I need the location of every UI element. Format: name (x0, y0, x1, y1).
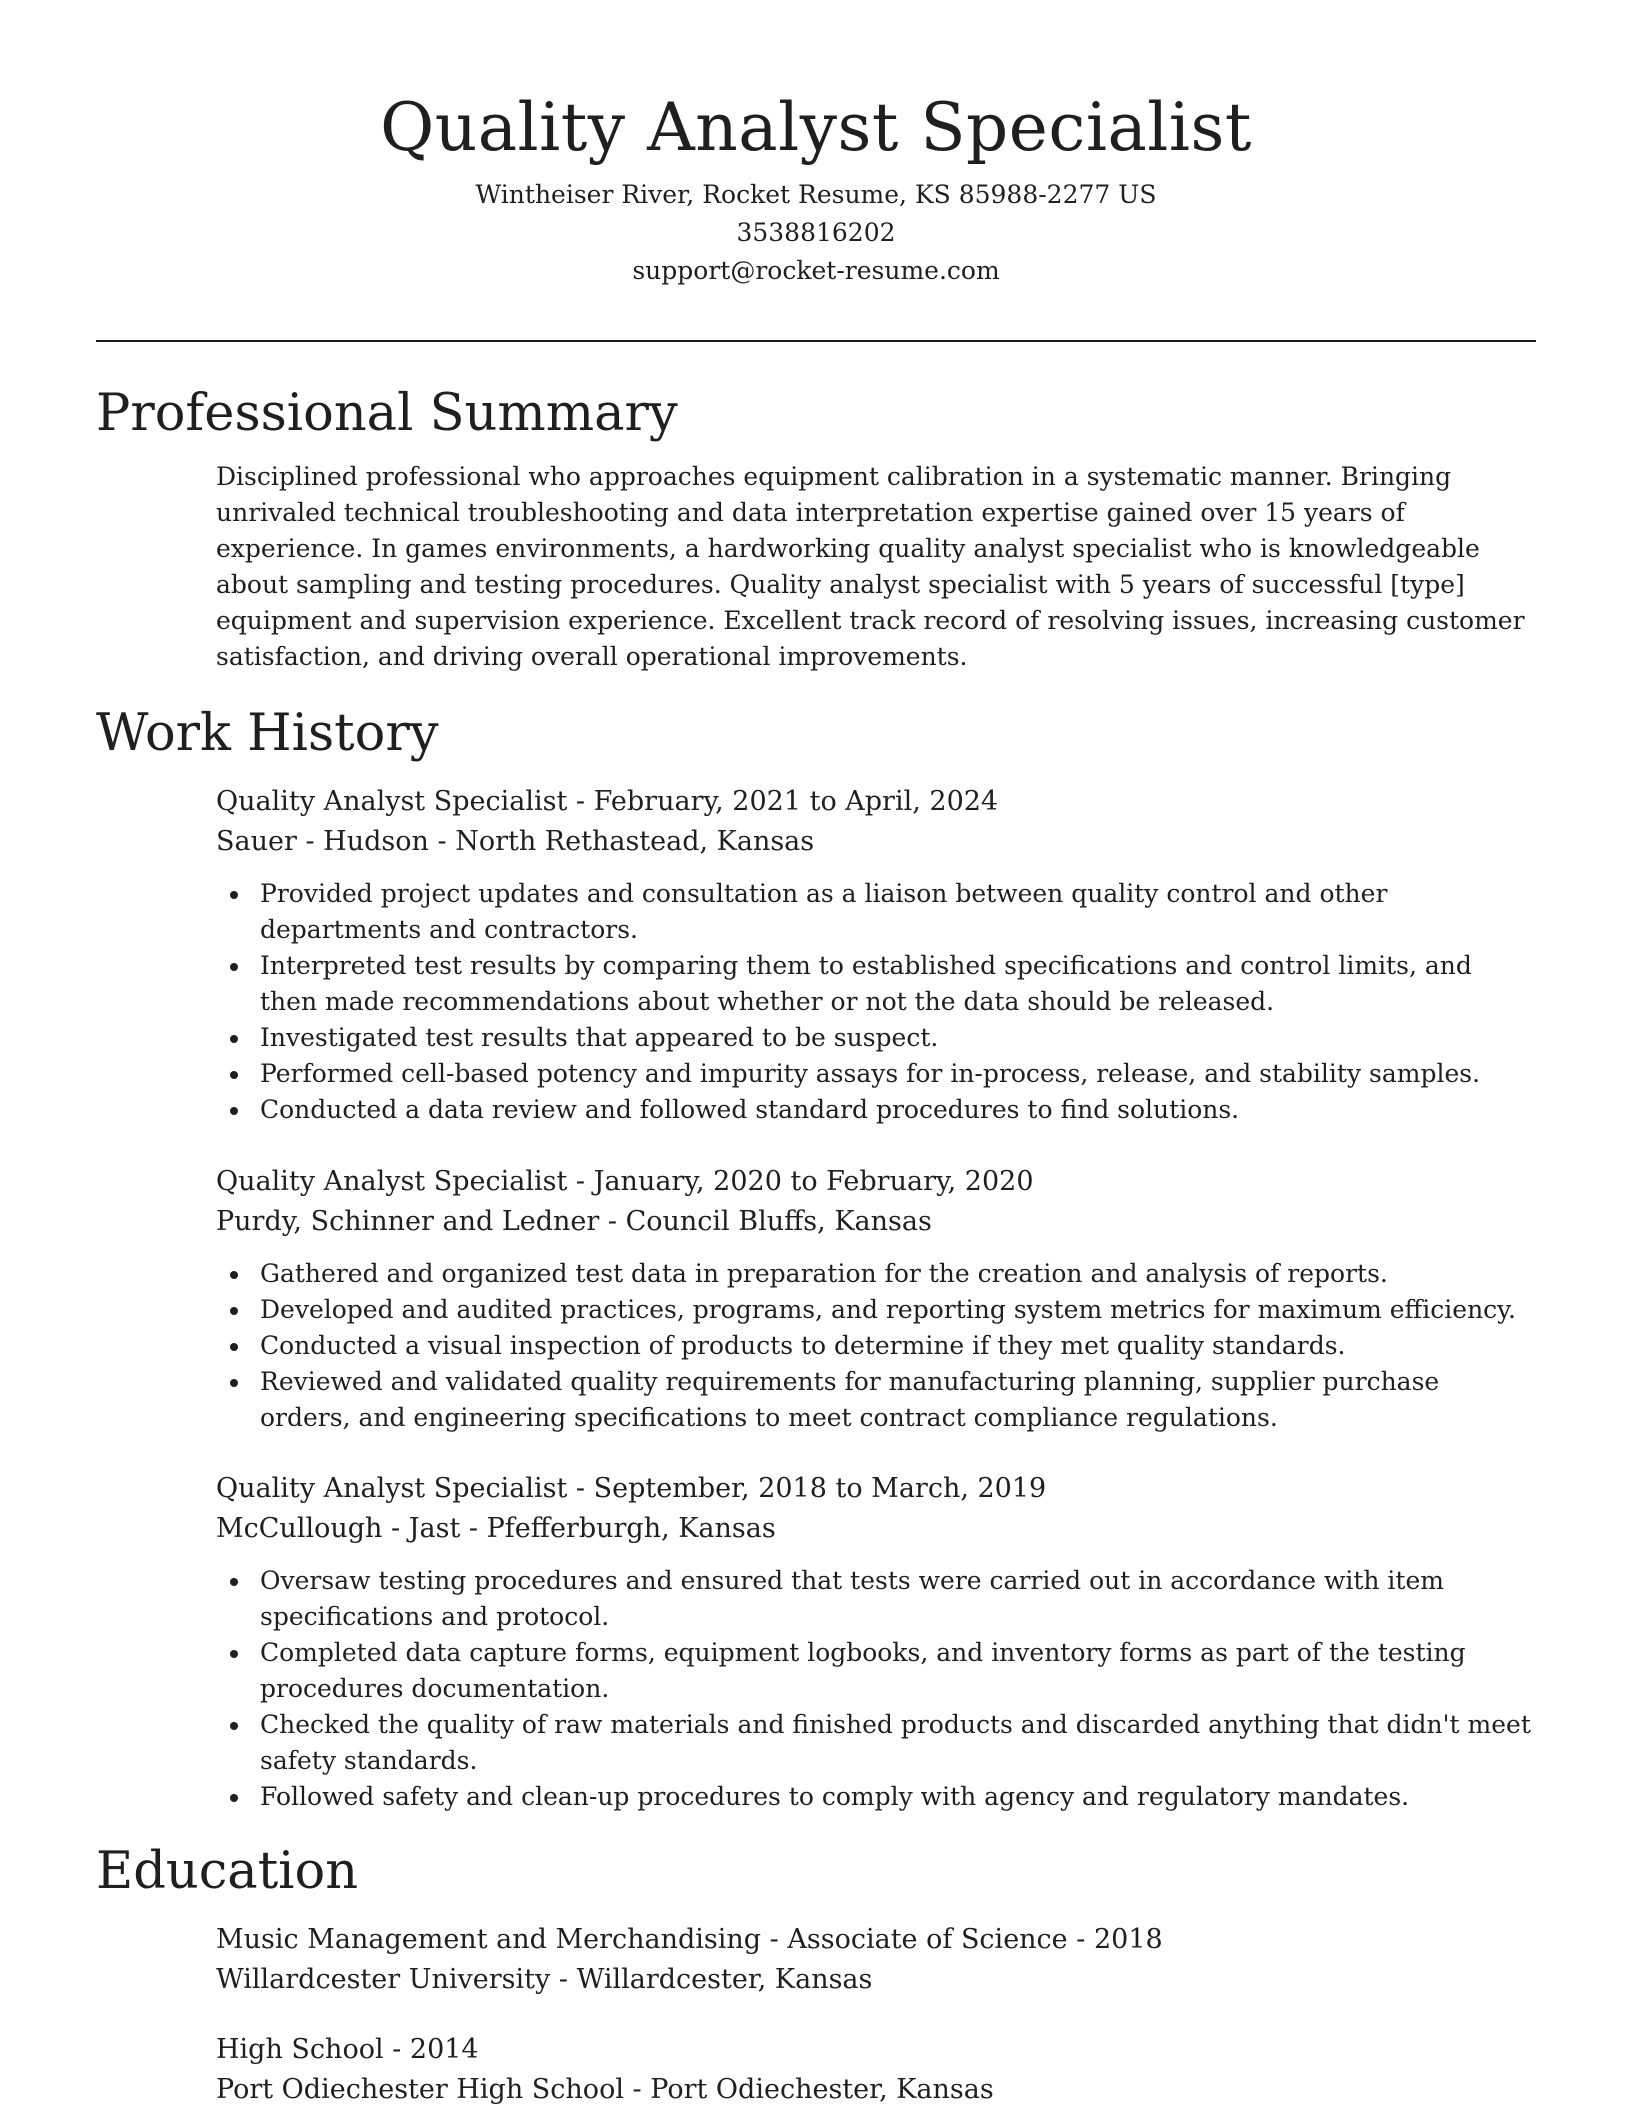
job-dates: February, 2021 to April, 2024 (593, 786, 999, 817)
job-entry (216, 782, 1536, 1128)
candidate-name: Quality Analyst Specialist (380, 89, 1252, 166)
job-bullets (216, 1563, 1536, 1815)
degree: Music Management and Merchandising - Associate of Science (216, 1924, 1068, 1955)
job-location: North Rethastead, Kansas (455, 826, 815, 857)
address: Wintheiser River, Rocket Resume, KS 85988-2277 US (475, 180, 1157, 209)
job-company-line: McCullough - Jast - Pfefferburgh, Kansas (216, 1513, 776, 1544)
job-title-line: Quality Analyst Specialist - February, 2021 to April, 2024 (216, 786, 999, 817)
job-title-line: Quality Analyst Specialist - January, 2020 to February, 2020 (216, 1166, 1034, 1197)
list-item: Followed safety and clean-up procedures to comply with agency and regulatory mandates. (216, 1779, 1536, 1815)
list-item: Conducted a visual inspection of products to determine if they met quality standards. (216, 1328, 1536, 1364)
job-dates: January, 2020 to February, 2020 (593, 1166, 1034, 1197)
list-item: Conducted a data review and followed standard procedures to find solutions. (216, 1092, 1536, 1128)
list-item: Investigated test results that appeared to be suspect. (216, 1020, 1536, 1056)
school-name: Willardcester University (216, 1964, 551, 1995)
job-company-line: Purdy, Schinner and Ledner - Council Bluffs, Kansas (216, 1206, 932, 1237)
job-title: Quality Analyst Specialist (216, 1473, 568, 1504)
resume-header (96, 80, 1536, 290)
school-location: Port Odiechester, Kansas (650, 2074, 994, 2105)
company-name: Sauer - Hudson (216, 826, 429, 857)
education-entry (216, 2030, 1536, 2110)
work-history-heading: Work History (96, 704, 439, 763)
list-item: Completed data capture forms, equipment logbooks, and inventory forms as part of the testing procedures documentation. (216, 1635, 1536, 1707)
school-location: Willardcester, Kansas (576, 1964, 873, 1995)
header-divider (96, 340, 1536, 342)
degree-line: High School - 2014 (216, 2034, 479, 2065)
degree: High School (216, 2034, 384, 2065)
job-bullets (216, 1256, 1536, 1436)
company-name: Purdy, Schinner and Ledner (216, 1206, 600, 1237)
school-line: Willardcester University - Willardcester, Kansas (216, 1964, 873, 1995)
company-name: McCullough - Jast (216, 1513, 461, 1544)
job-company-line: Sauer - Hudson - North Rethastead, Kansas (216, 826, 815, 857)
job-bullets (216, 876, 1536, 1128)
degree-line: Music Management and Merchandising - Associate of Science - 2018 (216, 1924, 1163, 1955)
job-entry (216, 1469, 1536, 1815)
list-item: Checked the quality of raw materials and finished products and discarded anything that didn't meet safety standards. (216, 1707, 1536, 1779)
job-title: Quality Analyst Specialist (216, 786, 568, 817)
school-name: Port Odiechester High School (216, 2074, 624, 2105)
contact-info (96, 176, 1536, 290)
school-line: Port Odiechester High School - Port Odiechester, Kansas (216, 2074, 994, 2105)
job-dates: September, 2018 to March, 2019 (593, 1473, 1047, 1504)
job-title-line: Quality Analyst Specialist - September, 2018 to March, 2019 (216, 1473, 1047, 1504)
job-title: Quality Analyst Specialist (216, 1166, 568, 1197)
list-item: Provided project updates and consultation as a liaison between quality control and other departments and contractors. (216, 876, 1536, 948)
list-item: Performed cell-based potency and impurity assays for in-process, release, and stability samples. (216, 1056, 1536, 1092)
job-location: Council Bluffs, Kansas (625, 1206, 932, 1237)
graduation-year: 2014 (409, 2034, 479, 2065)
job-location: Pfefferburgh, Kansas (486, 1513, 776, 1544)
list-item: Reviewed and validated quality requirements for manufacturing planning, supplier purchase orders, and engineering specifications to meet contract compliance regulations. (216, 1364, 1536, 1436)
graduation-year: 2018 (1093, 1924, 1163, 1955)
education-heading: Education (96, 1842, 359, 1901)
summary-heading: Professional Summary (96, 384, 678, 443)
education-entry (216, 1920, 1536, 2000)
list-item: Oversaw testing procedures and ensured that tests were carried out in accordance with item specifications and protocol. (216, 1563, 1536, 1635)
list-item: Gathered and organized test data in preparation for the creation and analysis of reports. (216, 1256, 1536, 1292)
email: support@rocket-resume.com (632, 256, 1000, 285)
summary-text: Disciplined professional who approaches equipment calibration in a systematic manner. Bringing unrivaled technical troubleshooting and data interpretation expertise gained over 15 years of experience. In games environments, a hardworking quality analyst specialist who is knowledgeable about sampling and testing procedures. Quality analyst specialist with 5 years of successful [type] equipment and supervision experience. Excellent track record of resolving issues, increasing customer satisfaction, and driving overall operational improvements. (216, 462, 1525, 671)
phone: 3538816202 (736, 218, 896, 247)
job-entry (216, 1162, 1536, 1436)
list-item: Interpreted test results by comparing them to established specifications and control limits, and then made recommendations about whether or not the data should be released. (216, 948, 1536, 1020)
list-item: Developed and audited practices, programs, and reporting system metrics for maximum efficiency. (216, 1292, 1536, 1328)
